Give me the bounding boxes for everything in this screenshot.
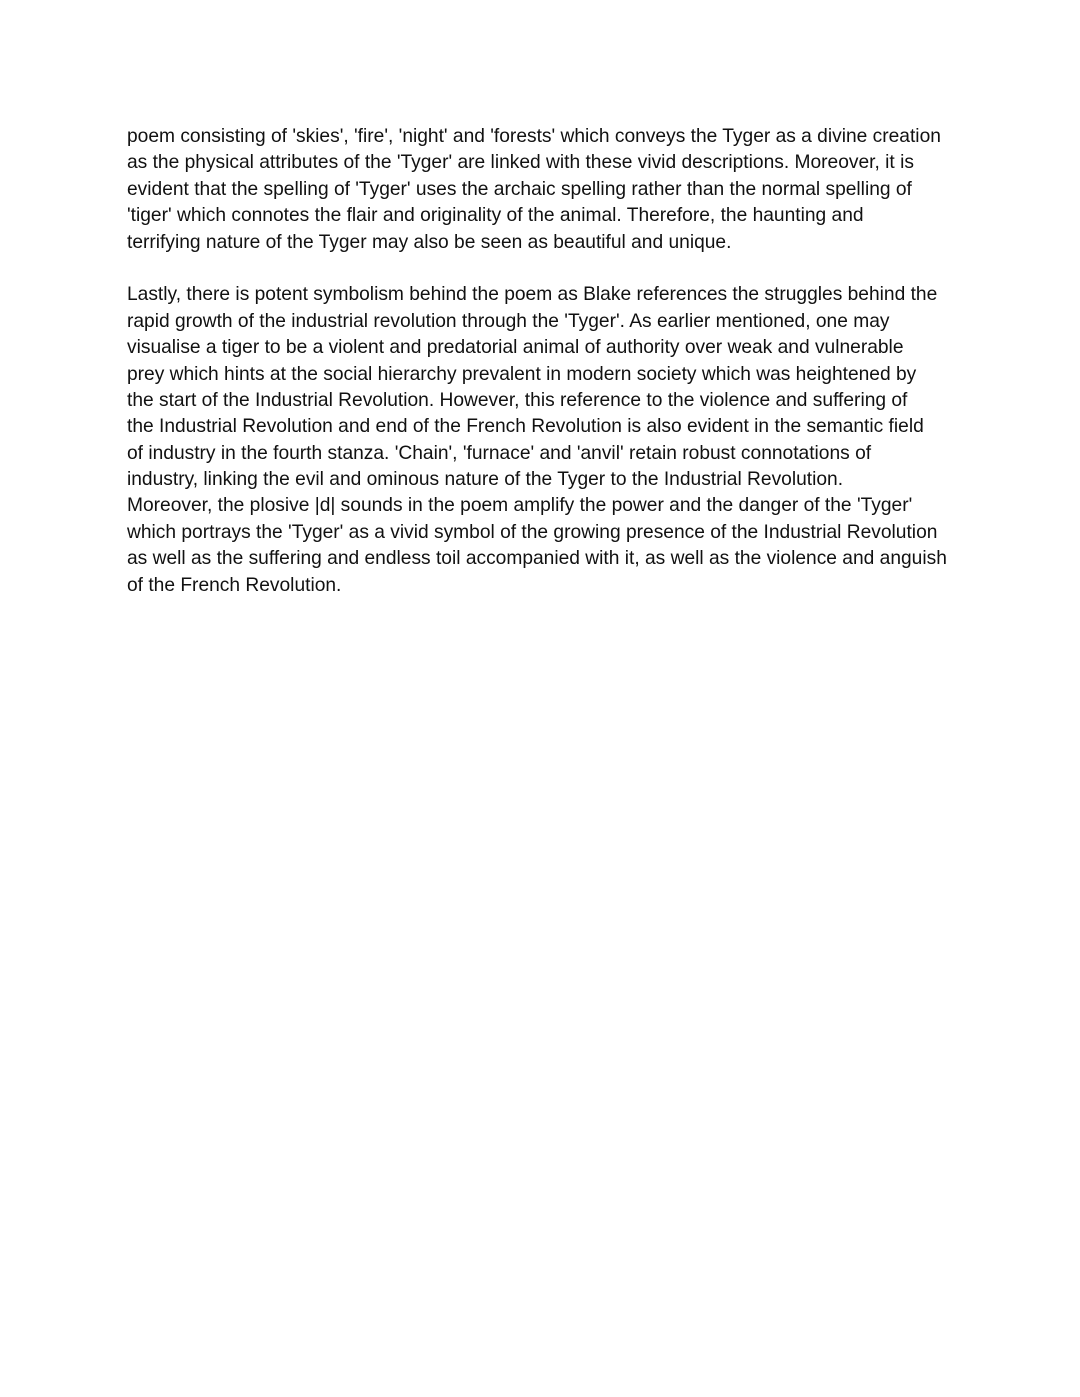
text-line: of the French Revolution. [127,574,342,596]
text-line: poem consisting of 'skies', 'fire', 'night' and 'forests' which conveys the Tyger as a divine creation [127,126,941,147]
text-line: visualise a tiger to be a violent and predatorial animal of authority over weak and vulnerable [127,337,904,359]
text-line: evident that the spelling of 'Tyger' uses the archaic spelling rather than the normal spelling of [127,178,912,200]
text-line: the start of the Industrial Revolution. However, this reference to the violence and suffering of [127,389,908,411]
text-line: as the physical attributes of the 'Tyger' are linked with these vivid descriptions. Moreover, it is [127,152,914,174]
text-line: Moreover, the plosive |d| sounds in the poem amplify the power and the danger of the 'Tyger' [127,495,913,517]
document-body [127,124,967,599]
text-line: 'tiger' which connotes the flair and originality of the animal. Therefore, the haunting and [127,205,864,227]
text-line: prey which hints at the social hierarchy prevalent in modern society which was heightened by [127,363,917,385]
paragraph [127,124,967,256]
text-line: rapid growth of the industrial revolution through the 'Tyger'. As earlier mentioned, one may [127,310,890,332]
text-line: of industry in the fourth stanza. 'Chain', 'furnace' and 'anvil' retain robust connotations of [127,442,872,464]
paragraph-spacer [127,256,967,282]
paragraph [127,282,967,599]
text-line: industry, linking the evil and ominous nature of the Tyger to the Industrial Revolution. [127,469,844,491]
text-line: Lastly, there is potent symbolism behind the poem as Blake references the struggles behind the [127,284,938,306]
text-line: which portrays the 'Tyger' as a vivid symbol of the growing presence of the Industrial Revolution [127,521,938,543]
text-line: as well as the suffering and endless toil accompanied with it, as well as the violence and anguish [127,548,947,570]
text-line: the Industrial Revolution and end of the French Revolution is also evident in the semantic field [127,416,924,438]
text-line: terrifying nature of the Tyger may also be seen as beautiful and unique. [127,231,732,253]
